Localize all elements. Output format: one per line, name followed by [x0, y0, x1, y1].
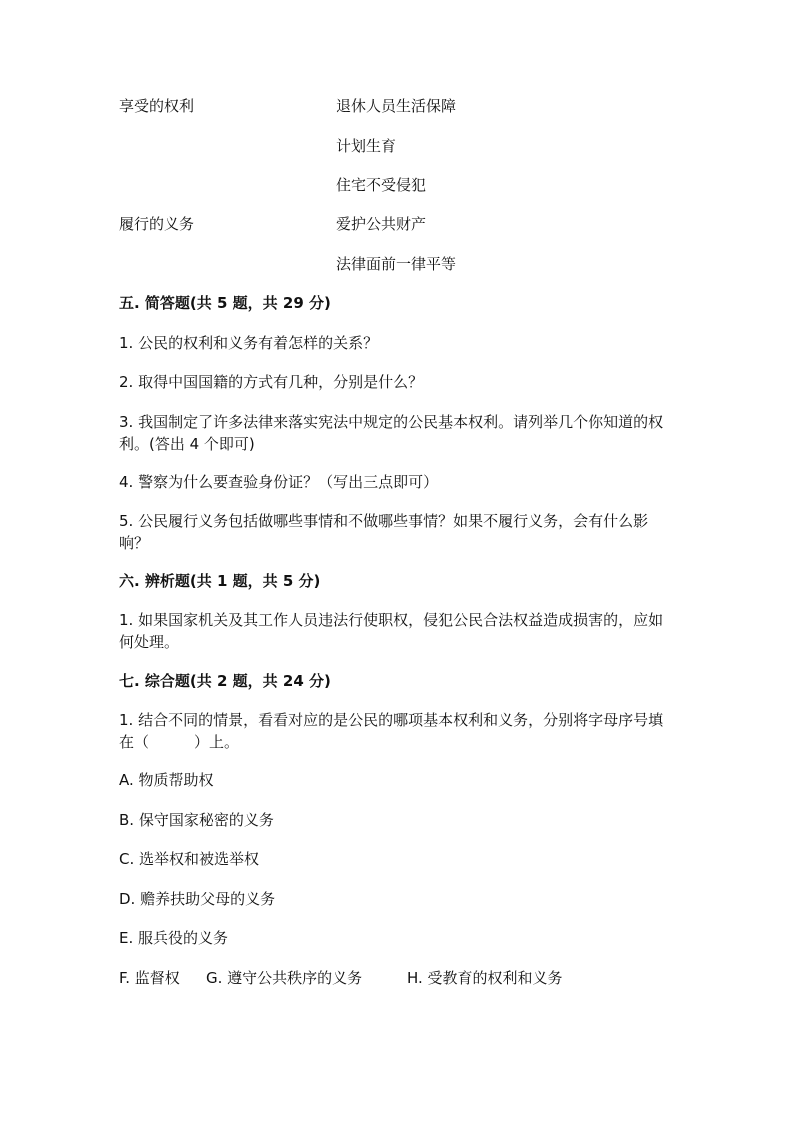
options-row-fgh: [119, 968, 563, 988]
option-g: G. 遵守公共秩序的义务: [206, 969, 363, 987]
matching-right-item-5: 法律面前一律平等: [336, 255, 457, 273]
section-heading-short-answer: 五. 简答题(共 5 题，共 29 分): [119, 294, 331, 312]
option-b: B. 保守国家秘密的义务: [119, 811, 274, 829]
option-a: A. 物质帮助权: [119, 771, 214, 789]
question-5-3: 3. 我国制定了许多法律来落实宪法中规定的公民基本权利。请列举几个你知道的权利。(答出 4 个即可): [119, 413, 664, 453]
question-5-5: 5. 公民履行义务包括做哪些事情和不做哪些事情？如果不履行义务，会有什么影响？: [119, 512, 649, 552]
question-5-1: 1. 公民的权利和义务有着怎样的关系？: [119, 334, 379, 352]
matching-right-item-2: 计划生育: [336, 137, 397, 155]
matching-left-duties: 履行的义务: [119, 215, 195, 233]
question-6-1: 1. 如果国家机关及其工作人员违法行使职权，侵犯公民合法权益造成损害的，应如何处理。: [119, 611, 664, 651]
question-5-2: 2. 取得中国国籍的方式有几种，分别是什么？: [119, 373, 424, 391]
option-e: E. 服兵役的义务: [119, 929, 229, 947]
matching-right-item-3: 住宅不受侵犯: [336, 176, 427, 194]
option-c: C. 选举权和被选举权: [119, 850, 260, 868]
section-heading-analysis: 六. 辨析题(共 1 题，共 5 分): [119, 572, 321, 590]
option-f: F. 监督权: [119, 969, 180, 987]
option-h: H. 受教育的权利和义务: [407, 969, 563, 987]
option-d: D. 赡养扶助父母的义务: [119, 890, 276, 908]
matching-right-item-1: 退休人员生活保障: [336, 97, 457, 115]
question-7-1: 1. 结合不同的情景，看看对应的是公民的哪项基本权利和义务，分别将字母序号填在（ ）上。: [119, 711, 664, 751]
matching-right-item-4: 爱护公共财产: [336, 215, 427, 233]
question-5-4: 4. 警察为什么要查验身份证？（写出三点即可）: [119, 473, 439, 491]
matching-left-rights: 享受的权利: [119, 97, 195, 115]
section-heading-comprehensive: 七. 综合题(共 2 题，共 24 分): [119, 672, 331, 690]
